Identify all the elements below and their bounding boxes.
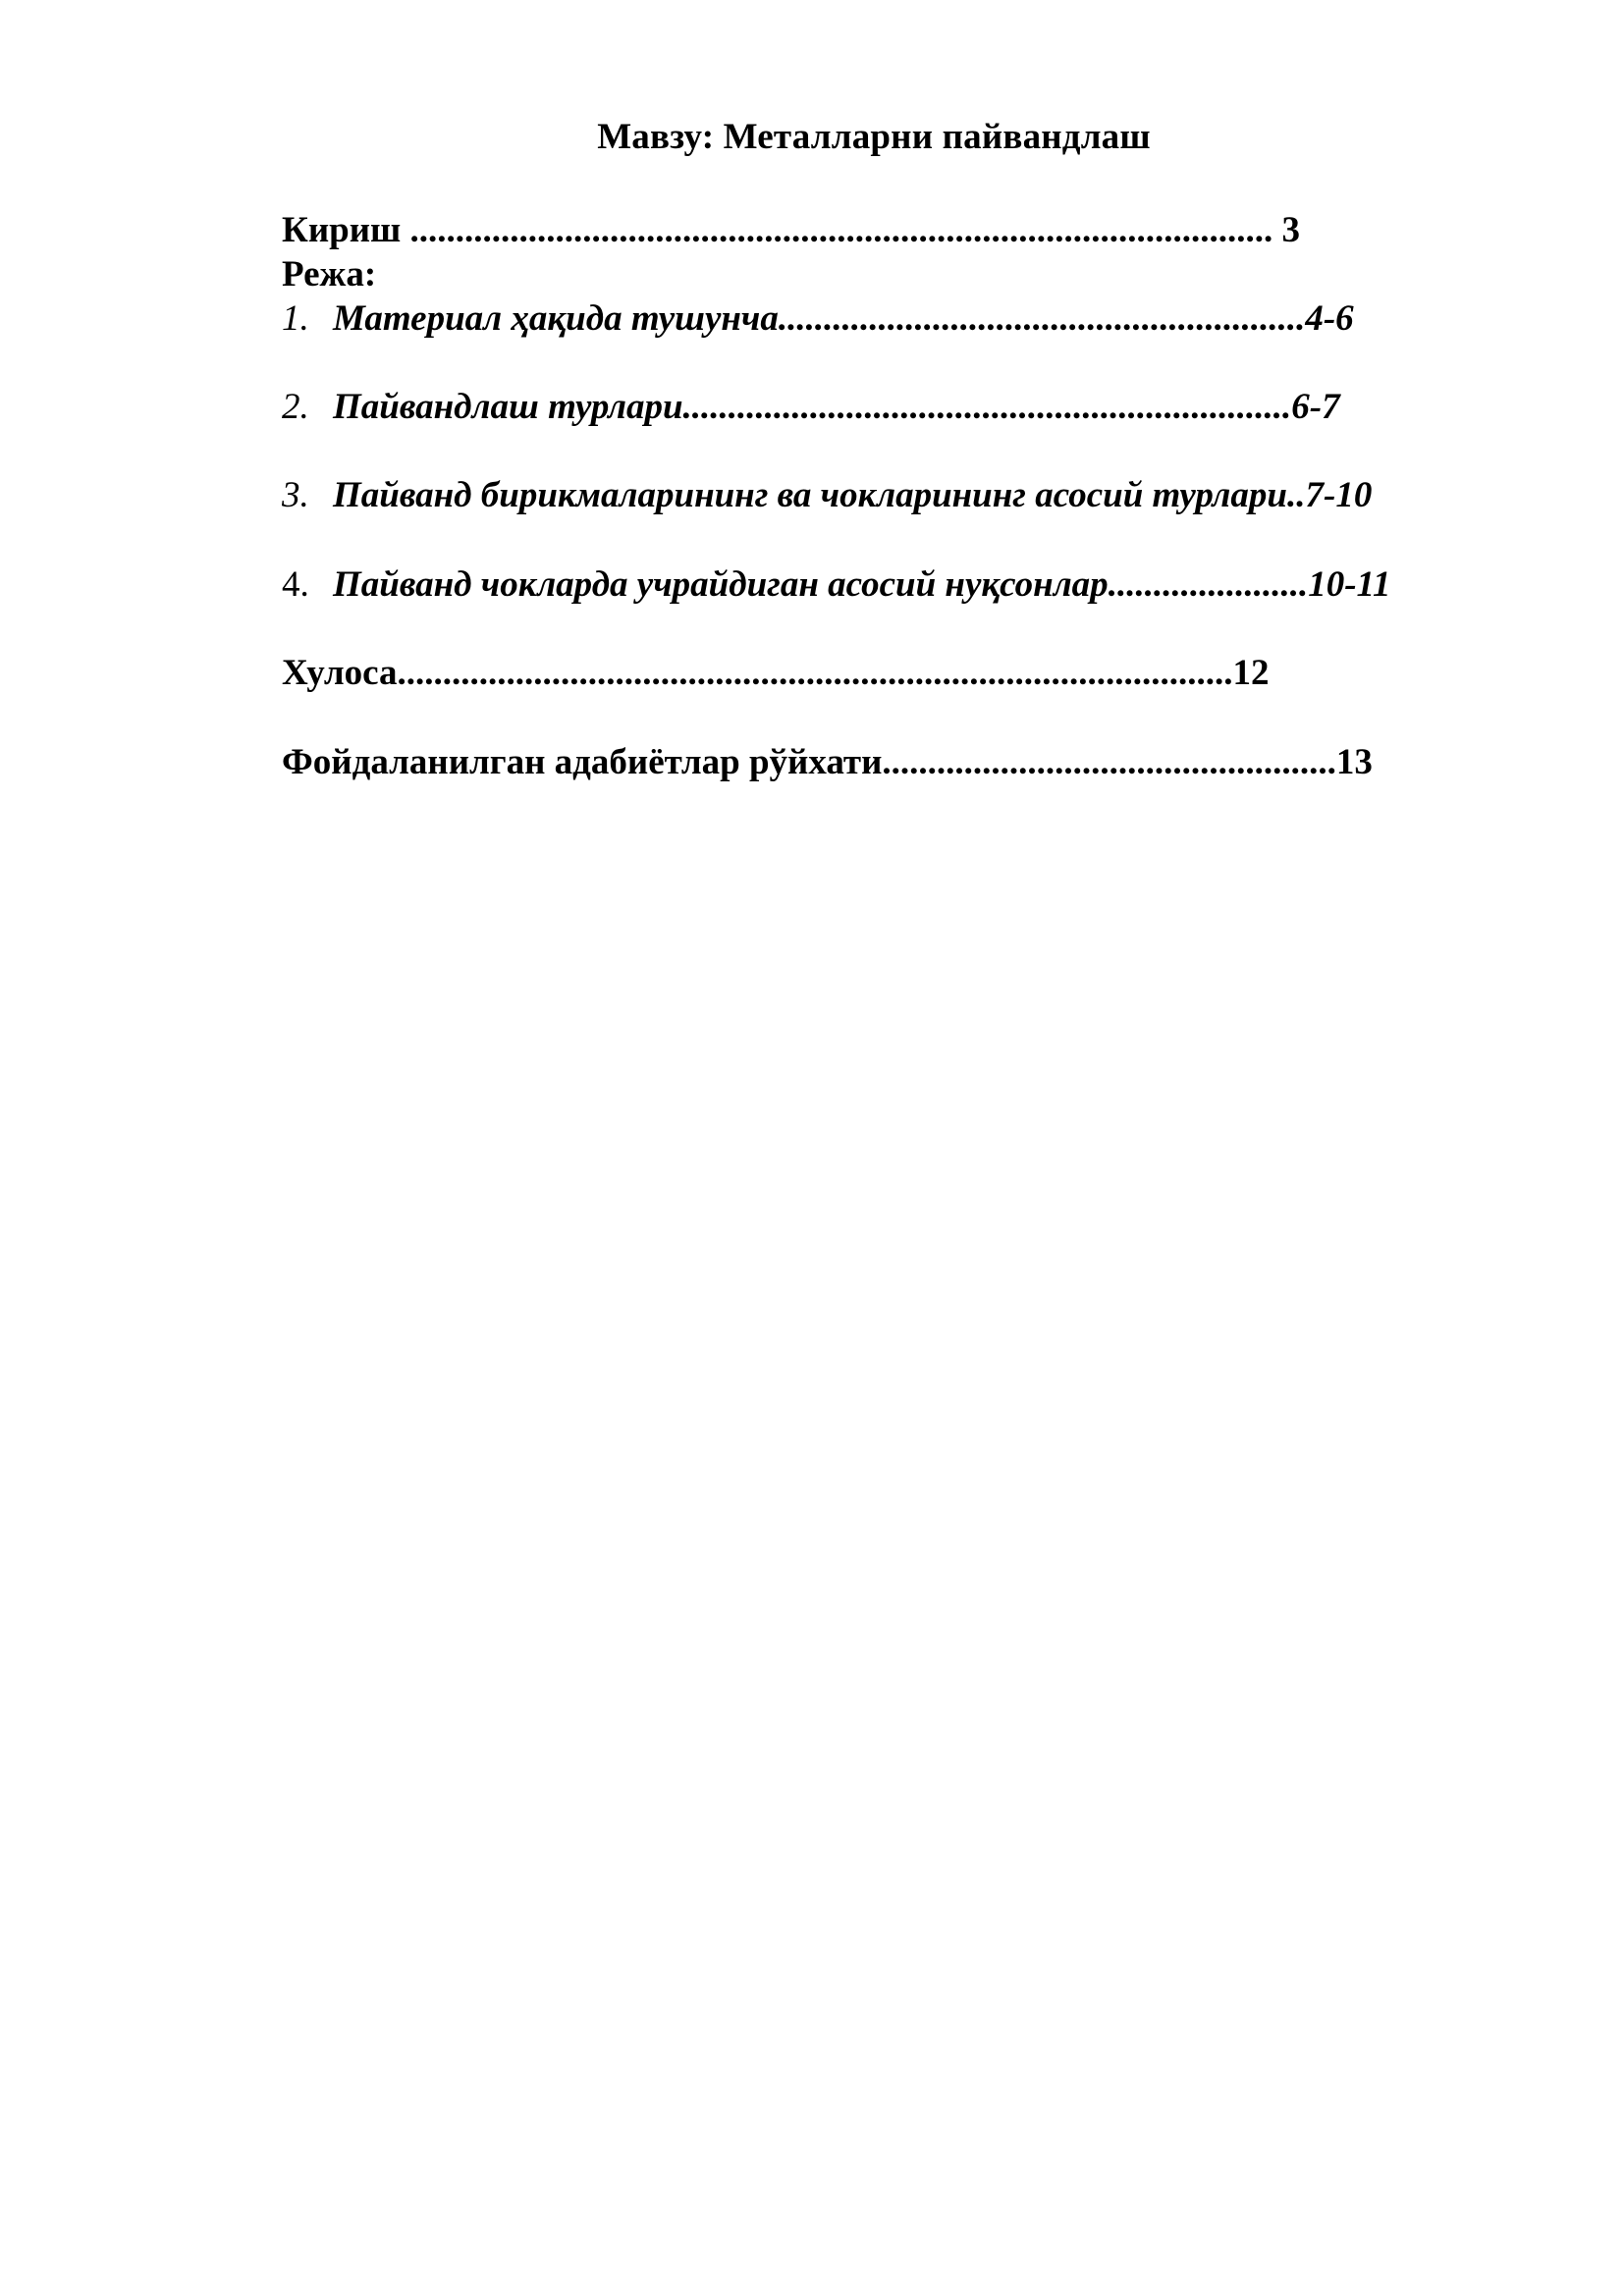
toc-page-number: 3 [1272,210,1301,250]
toc-page-number: 6-7 [1291,387,1340,427]
toc-page-number: 12 [1232,653,1270,693]
toc-item-number: 1. [282,298,309,339]
toc-item-number: 4. [282,564,309,605]
page-title: Мавзу: Металларни пайвандлаш [597,117,1151,157]
toc-label: Пайванд чокларда учрайдиган асосий нуқсонлар [333,564,1109,605]
toc-label: Кириш [282,210,410,250]
toc-label: Хулоса [282,653,398,693]
toc-leader-dots: ...................... [1108,564,1309,605]
toc-leader-dots: ................................................................... [682,387,1292,427]
toc-label: Материал ҳақида тушунча [333,298,779,339]
toc-page-number: 13 [1335,742,1373,782]
toc-item-number: 2. [282,387,309,427]
toc-entry-conclusion [282,652,1270,694]
toc-label: Фойдаланилган адабиётлар рўйхати [282,742,883,782]
toc-page-number: 7-10 [1305,475,1373,515]
toc-leader-dots: .......................................................... [778,298,1306,339]
toc-entry-item-3 [282,474,1372,516]
toc-page-number: 4-6 [1305,298,1354,339]
toc-item-number: 3. [282,475,309,515]
toc-label: Пайвандлаш турлари [333,387,683,427]
toc-entry-item-4 [282,563,1390,606]
toc-entry-intro [282,209,1300,251]
toc-leader-dots: ............................................................................................... [409,210,1273,250]
toc-entry-references [282,741,1373,783]
toc-entry-item-1 [282,297,1354,340]
plan-heading: Режа: [282,254,377,294]
toc-leader-dots: .. [1287,475,1306,515]
toc-leader-dots: ............................................................................................ [397,653,1233,693]
toc-label: Пайванд бирикмаларининг ва чокларининг асосий турлари [333,475,1287,515]
toc-page-number: 10-11 [1308,564,1391,605]
toc-leader-dots: .................................................. [882,742,1336,782]
toc-entry-item-2 [282,386,1340,428]
